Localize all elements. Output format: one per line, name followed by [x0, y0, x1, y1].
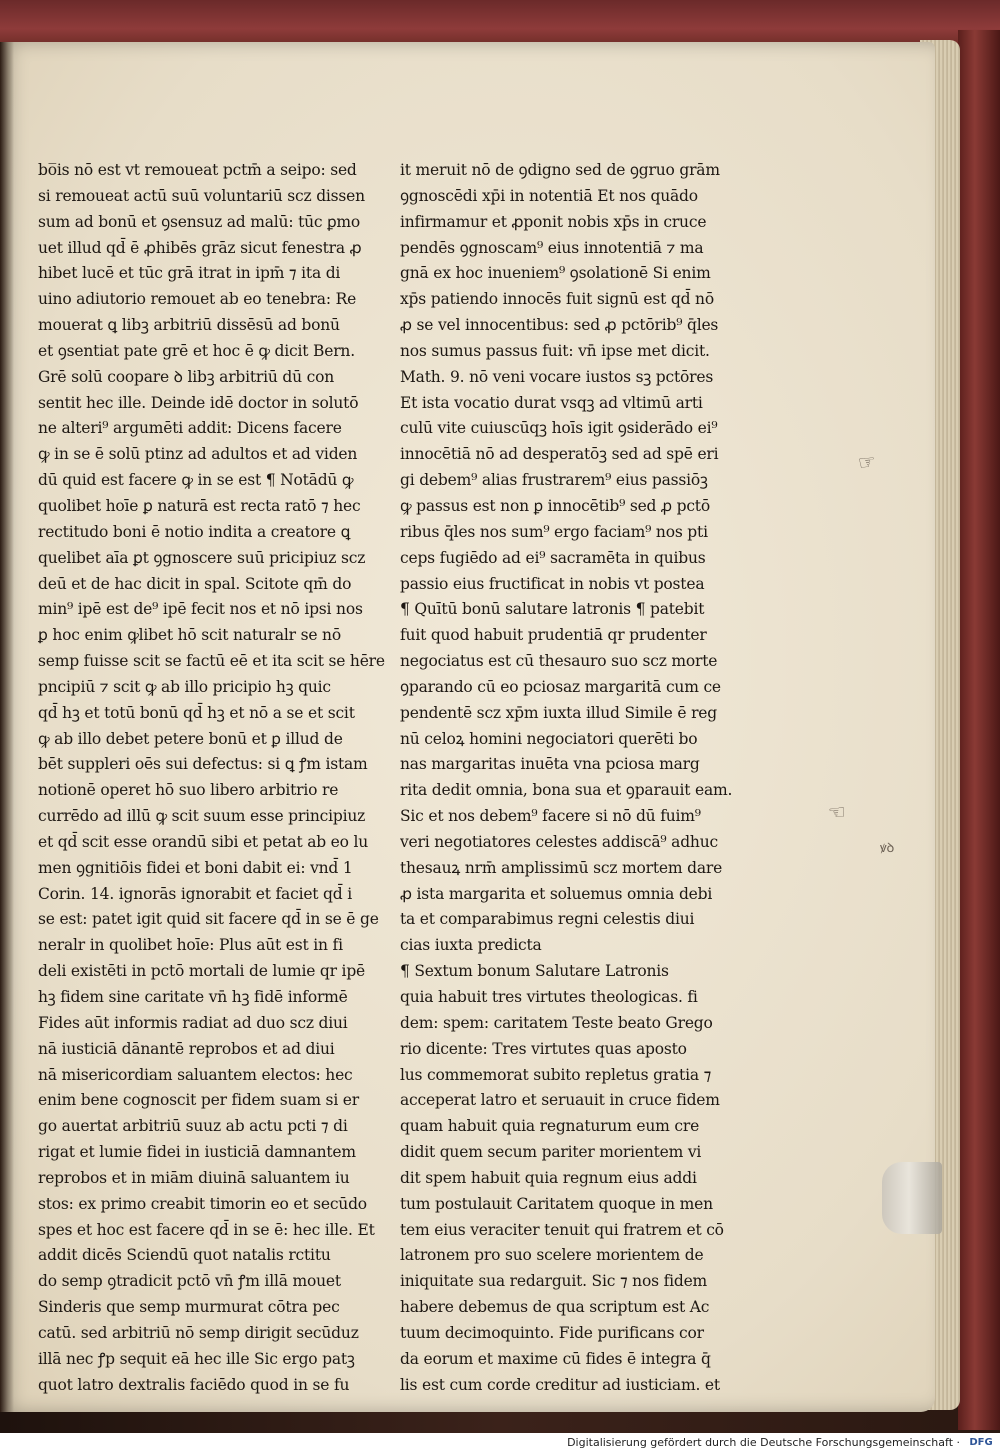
- text-line: Sinderis que semp murmurat cōtra pec: [38, 1298, 340, 1317]
- text-line: semp fuisse scit se factū eē et ita scit se hēre: [38, 652, 385, 671]
- text-line: ꝓ ista margarita et soluemus omnia debi: [400, 884, 713, 903]
- text-line: innocētiā nō ad desperatōꝫ sed ad spē eri: [400, 445, 719, 464]
- text-line: se est: patet igit quid sit facere qd̄ in se ē ge: [38, 910, 379, 929]
- text-line: tuum decimoquinto. Fide purificans cor: [400, 1323, 704, 1342]
- text-line: it meruit nō de ꝯdigno sed de ꝯgruo grām: [400, 161, 720, 179]
- text-line: min⁹ ipē est de⁹ ipē fecit nos et nō ipsi nos: [38, 600, 363, 619]
- text-line: nū celoꝝ homini negociatori querēti bo: [400, 729, 698, 748]
- text-line: ꝯparando cū eo pciosaz margaritā cum ce: [400, 677, 721, 696]
- text-line: ꝙ passus est non ꝑ innocētib⁹ sed ꝓ pctō: [400, 496, 710, 515]
- text-line: nā iusticiā dānantē reprobos et ad diui: [38, 1039, 335, 1058]
- text-line: ꝓ se vel innocentibus: sed ꝓ pctōrib⁹ q̄les: [400, 316, 719, 335]
- text-line: Fides aūt informis radiat ad duo scz diui: [38, 1013, 348, 1032]
- text-line: da eorum et maxime cū fides ē integra q̄: [400, 1349, 711, 1368]
- text-line: negociatus est cū thesauro suo scz morte: [400, 652, 718, 671]
- text-line: ¶ Sextum bonum Salutare Latronis: [400, 962, 669, 981]
- text-line: gi debem⁹ alias frustrarem⁹ eius passiōꝫ: [400, 471, 708, 490]
- text-line: pncipiū ⁊ scit ꝙ ab illo pricipio hꝫ quic: [38, 677, 331, 696]
- text-line: si remoueat actū suū voluntariū scz dissen: [38, 186, 365, 205]
- text-line: hibet lucē et tūc grā itrat in ipm̄ ⁊ ita di: [38, 264, 341, 283]
- text-line: catū. sed arbitriū nō semp dirigit secūduz: [38, 1323, 359, 1342]
- text-line: ne alteri⁹ argumēti addit: Dicens facere: [38, 419, 342, 438]
- text-line: uet illud qd̄ ē ꝓhibēs grāz sicut fenestra ꝓ: [38, 238, 362, 257]
- text-line: pendentē scz xp̄m iuxta illud Simile ē reg: [400, 703, 717, 722]
- text-line: pendēs ꝯgnoscam⁹ eius innotentiā ⁊ ma: [400, 238, 704, 257]
- text-line: Grē solū coopare ꝺ libꝫ arbitriū dū con: [38, 367, 335, 386]
- text-line: infirmamur et ꝓponit nobis xp̄s in cruce: [400, 212, 707, 231]
- left-text-column: [38, 158, 396, 1399]
- text-line: qd̄ hꝫ et totū bonū qd̄ hꝫ et nō a se et scit: [38, 703, 355, 722]
- margin-manicule-2: ☜: [827, 799, 847, 825]
- text-line: nā misericordiam saluantem electos: hec: [38, 1065, 353, 1084]
- text-line: et qd̄ scit esse orandū sibi et petat ab eo lu: [38, 832, 369, 851]
- text-line: tum postulauit Caritatem quoque in men: [400, 1194, 713, 1213]
- text-line: deli existēti in pctō mortali de lumie qr ipē: [38, 962, 366, 981]
- text-line: et ꝯsentiat pate grē et hoc ē ꝙ dicit Bern.: [38, 341, 355, 360]
- text-line: quot latro dextralis faciēdo quod in se fu: [38, 1375, 350, 1394]
- text-line: veri negotiatores celestes addiscā⁹ adhuc: [400, 832, 718, 851]
- text-line: dem: spem: caritatem Teste beato Grego: [400, 1013, 713, 1032]
- text-line: lis est cum corde creditur ad iusticiam. et: [400, 1375, 720, 1394]
- text-line: acceperat latro et seruauit in cruce fidem: [400, 1091, 720, 1110]
- dfg-logo: DFG: [969, 1437, 993, 1448]
- text-line: culū vite cuiuscūqꝫ hoīs igit ꝯsiderādo ei⁹: [400, 419, 718, 438]
- text-line: men ꝯgnitiōis fidei et boni dabit ei: vnd̄ 1: [38, 858, 353, 877]
- text-line: lus commemorat subito repletus gratia ⁊: [400, 1065, 712, 1084]
- text-line: iniquitate sua redarguit. Sic ⁊ nos fidem: [400, 1272, 708, 1291]
- text-line: thesauꝝ nrm̄ amplissimū scz mortem dare: [400, 858, 723, 877]
- text-line: stos: ex primo creabit timorin eo et secūdo: [38, 1194, 367, 1213]
- text-line: currēdo ad illū ꝙ scit suum esse principiuz: [38, 807, 366, 826]
- margin-manicule-1: ☞: [856, 448, 878, 476]
- text-line: ¶ Quītū bonū salutare latronis ¶ patebit: [400, 600, 705, 619]
- text-line: illā nec ꝭp sequit eā hec ille Sic ergo patꝫ: [38, 1349, 355, 1368]
- text-line: ribus q̄les nos sum⁹ ergo faciam⁹ nos pti: [400, 522, 708, 541]
- text-line: deū et de hac dicit in spal. Scitote qm̄ do: [38, 574, 352, 593]
- text-line: cias iuxta predicta: [400, 936, 542, 955]
- text-line: notionē operet hō suo libero arbitrio re: [38, 781, 339, 800]
- text-line: hꝫ fidem sine caritate vn̄ hꝫ fidē informē: [38, 988, 348, 1006]
- text-line: quia habuit tres virtutes theologicas. fi: [400, 988, 698, 1006]
- text-line: Et ista vocatio durat vsqꝫ ad vltimū arti: [400, 393, 703, 412]
- text-line: dit spem habuit quia regnum eius addi: [400, 1168, 697, 1187]
- text-line: passio eius fructificat in nobis vt postea: [400, 574, 705, 593]
- text-line: ꝙ in se ē solū ptinz ad adultos et ad viden: [38, 445, 358, 464]
- text-line: ꝙ ab illo debet petere bonū et ꝑ illud de: [38, 729, 343, 748]
- text-line: rigat et lumie fidei in iusticiā damnantem: [38, 1143, 356, 1162]
- text-line: rita dedit omnia, bona sua et ꝯparauit eam.: [400, 781, 733, 800]
- text-line: xp̄s patiendo innocēs fuit signū est qd̄ nō: [400, 290, 714, 309]
- text-line: rio dicente: Tres virtutes quas aposto: [400, 1039, 687, 1058]
- text-line: bo̅is nō est vt remoueat pctm̄ a seipo: sed: [38, 161, 357, 179]
- text-line: bēt suppleri oēs sui defectus: si ꝗ ꝭm istam: [38, 755, 368, 774]
- text-line: Corin. 14. ignorās ignorabit et faciet qd̄ i: [38, 884, 352, 903]
- text-line: ꝑ hoc enim ꝙlibet hō scit naturalr se nō: [38, 626, 341, 645]
- text-line: latronem pro suo scelere morientem de: [400, 1246, 704, 1265]
- text-line: mouerat ꝗ libꝫ arbitriū dissēsū ad bonū: [38, 316, 340, 335]
- right-text-column: [400, 158, 780, 1399]
- text-line: gnā ex hoc inueniem⁹ ꝯsolationē Si enim: [400, 264, 711, 283]
- footer-bar: [0, 1433, 1000, 1453]
- text-line: reprobos et in miām diuinā saluantem iu: [38, 1168, 350, 1187]
- book-cover-top: [0, 0, 1000, 48]
- text-line: nas margaritas inuēta vna pciosa marg: [400, 755, 700, 774]
- text-line: sum ad bonū et ꝯsensuz ad malū: tūc ꝑmo: [38, 212, 361, 231]
- funding-credit: Digitalisierung gefördert durch die Deutsche Forschungsgemeinschaft ·: [567, 1436, 960, 1449]
- text-line: ꝯgnoscēdi xp̄i in notentiā Et nos quādo: [400, 186, 698, 205]
- text-line: addit dicēs Sciendū quot natalis rctitu: [38, 1246, 331, 1265]
- text-line: uino adiutorio remouet ab eo tenebra: Re: [38, 290, 357, 309]
- gutter-shadow: [0, 42, 14, 1412]
- text-line: rectitudo boni ē notio indita a creatore ꝗ: [38, 522, 351, 541]
- page-clip: [882, 1162, 942, 1234]
- text-line: ta et comparabimus regni celestis diui: [400, 910, 695, 929]
- text-line: neralr in quolibet hoīe: Plus aūt est in fi: [38, 936, 343, 955]
- text-line: dū quid est facere ꝙ in se est ¶ Notādū ꝙ: [38, 471, 354, 490]
- text-line: habere debemus de qua scriptum est Ac: [400, 1298, 710, 1317]
- book-cover-right: [958, 30, 1000, 1430]
- text-line: didit quem secum pariter morientem vi: [400, 1143, 702, 1162]
- text-line: Sic et nos debem⁹ facere si nō dū fuim⁹: [400, 807, 701, 826]
- text-line: enim bene cognoscit per fidem suam si er: [38, 1091, 359, 1110]
- text-line: quelibet aīa ꝑt ꝯgnoscere suū pricipiuz scz: [38, 548, 366, 567]
- text-line: fuit quod habuit prudentiā qr prudenter: [400, 626, 707, 645]
- text-line: Math. 9. nō veni vocare iustos sꝫ pctōres: [400, 367, 714, 386]
- margin-annotation: ꝟꝺ: [880, 841, 895, 856]
- text-line: sentit hec ille. Deinde idē doctor in solutō: [38, 393, 359, 412]
- text-line: nos sumus passus fuit: vn̄ ipse met dicit.: [400, 341, 710, 360]
- text-line: go auertat arbitriū suuz ab actu pcti ⁊ di: [38, 1117, 348, 1136]
- text-line: spes et hoc est facere qd̄ in se ē: hec ille. Et: [38, 1220, 375, 1239]
- text-line: do semp ꝯtradicit pctō vn̄ ꝭm illā mouet: [38, 1272, 341, 1291]
- text-line: ceps fugiēdo ad ei⁹ sacramēta in quibus: [400, 548, 706, 567]
- text-line: tem eius veraciter tenuit qui fratrem et cō: [400, 1220, 724, 1239]
- text-line: quolibet hoīe ꝑ naturā est recta ratō ⁊ hec: [38, 496, 361, 515]
- text-line: quam habuit quia regnaturum eum cre: [400, 1117, 700, 1136]
